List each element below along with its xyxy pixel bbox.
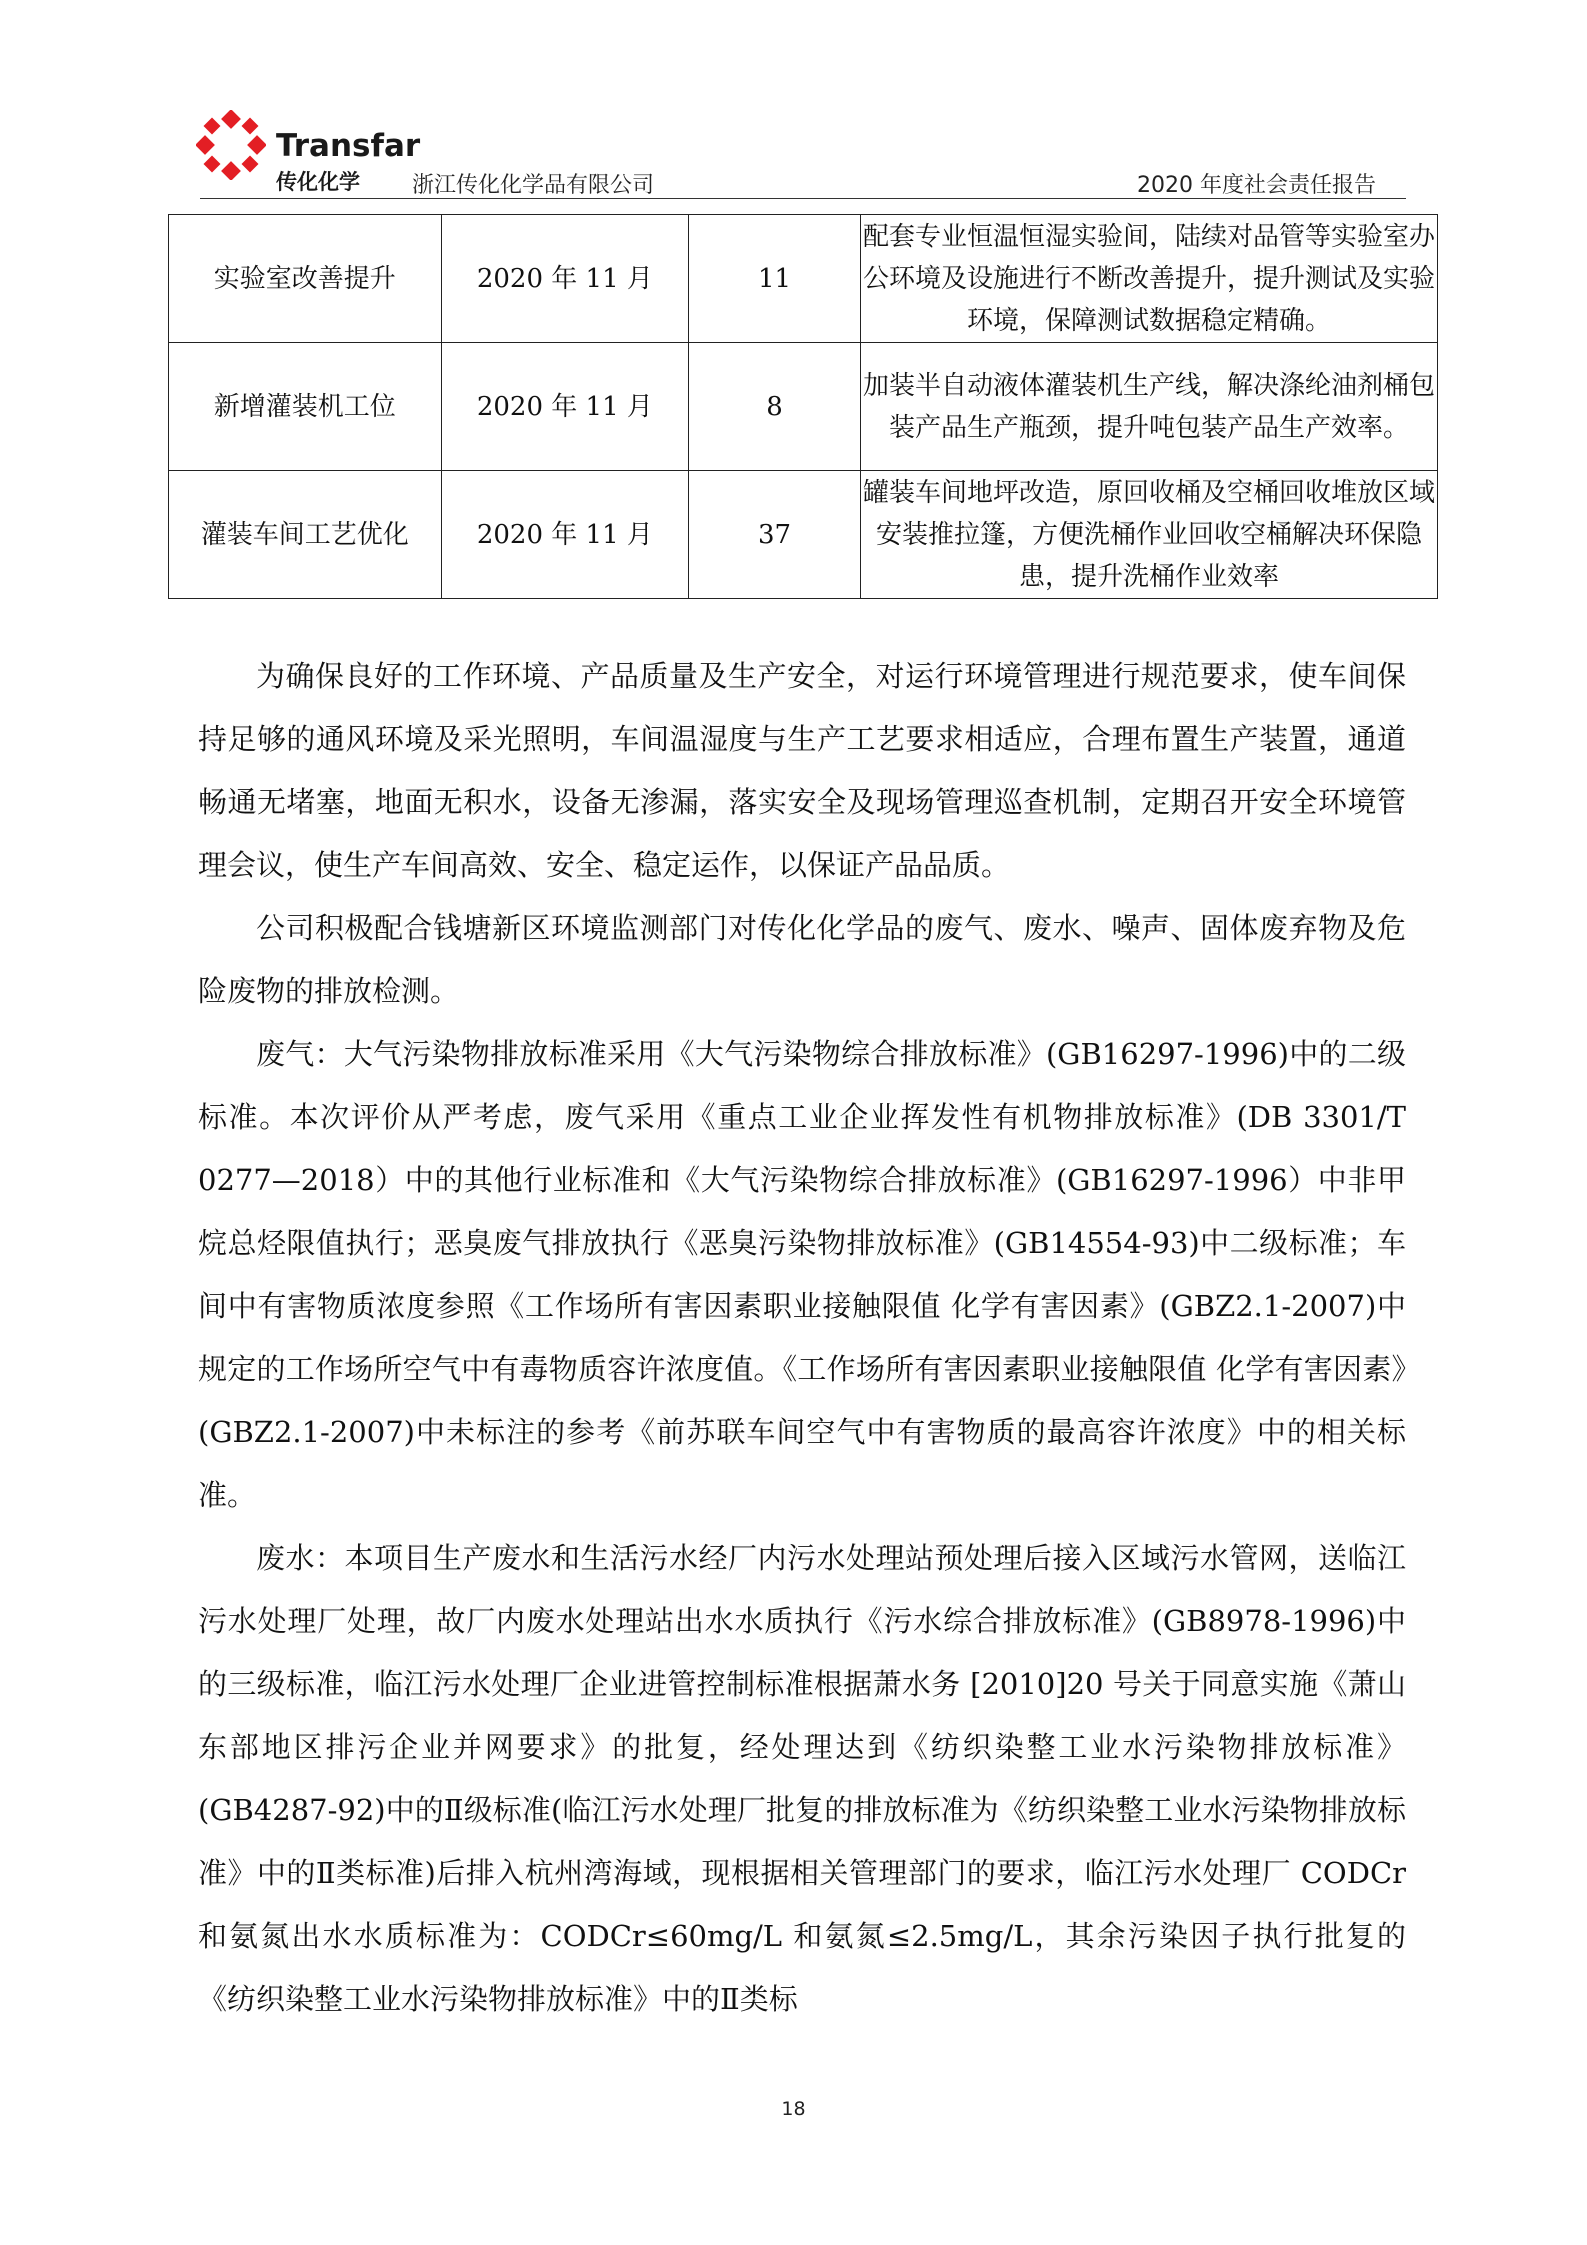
brand-name-cn: 传化化学 (276, 170, 360, 194)
transfar-logo-icon (196, 110, 266, 180)
report-title: 2020 年度社会责任报告 (1137, 173, 1376, 198)
table-row (169, 471, 1438, 599)
item-date: 2020 年 11 月 (441, 215, 689, 343)
table-row (169, 215, 1438, 343)
item-number: 8 (689, 343, 861, 471)
item-description: 配套专业恒温恒湿实验间，陆续对品管等实验室办公环境及设施进行不断改善提升，提升测试及实验环境，保障测试数据稳定精确。 (860, 215, 1437, 343)
item-name: 灌装车间工艺优化 (169, 471, 442, 599)
page-number: 18 (781, 2098, 806, 2120)
item-description: 罐装车间地坪改造，原回收桶及空桶回收堆放区域安装推拉篷，方便洗桶作业回收空桶解决环保隐患，提升洗桶作业效率 (860, 471, 1437, 599)
item-date: 2020 年 11 月 (441, 343, 689, 471)
table-row (169, 343, 1438, 471)
body-text (198, 645, 1406, 2031)
item-description: 加装半自动液体灌装机生产线，解决涤纶油剂桶包装产品生产瓶颈，提升吨包装产品生产效率。 (860, 343, 1437, 471)
paragraph-exhaust-gas: 废气：大气污染物排放标准采用《大气污染物综合排放标准》(GB16297-1996)中的二级标准。本次评价从严考虑，废气采用《重点工业企业挥发性有机物排放标准》(DB 3301/T 0277—2018）中的其他行业标准和《大气污染物综合排放标准》(GB16297-1996）中非甲烷总烃限值执行；恶臭废气排放执行《恶臭污染物排放标准》(GB14554-93)中二级标准；车间中有害物质浓度参照《工作场所有害因素职业接触限值 化学有害因素》(GBZ2.1-2007)中规定的工作场所空气中有毒物质容许浓度值。《工作场所有害因素职业接触限值 化学有害因素》(GBZ2.1-2007)中未标注的参考《前苏联车间空气中有害物质的最高容许浓度》中的相关标准。 (198, 1037, 1406, 1512)
improvement-table (168, 214, 1438, 599)
page-header (196, 110, 1406, 200)
paragraph-wastewater: 废水：本项目生产废水和生活污水经厂内污水处理站预处理后接入区域污水管网，送临江污水处理厂处理，故厂内废水处理站出水水质执行《污水综合排放标准》(GB8978-1996)中的三级标准，临江污水处理厂企业进管控制标准根据萧水务 [2010]20 号关于同意实施《萧山东部地区排污企业并网要求》的批复，经处理达到《纺织染整工业水污染物排放标准》(GB4287-92)中的Ⅱ级标准(临江污水处理厂批复的排放标准为《纺织染整工业水污染物排放标准》中的Ⅱ类标准)后排入杭州湾海域，现根据相关管理部门的要求，临江污水处理厂 CODCr 和氨氮出水水质标准为：CODCr≤60mg/L 和氨氮≤2.5mg/L，其余污染因子执行批复的《纺织染整工业水污染物排放标准》中的Ⅱ类标 (198, 1541, 1406, 2016)
item-number: 11 (689, 215, 861, 343)
item-name: 实验室改善提升 (169, 215, 442, 343)
company-name: 浙江传化化学品有限公司 (412, 173, 655, 198)
brand-name: Transfar (276, 128, 421, 164)
item-name: 新增灌装机工位 (169, 343, 442, 471)
header-divider (200, 198, 1406, 199)
paragraph-monitoring: 公司积极配合钱塘新区环境监测部门对传化化学品的废气、废水、噪声、固体废弃物及危险废物的排放检测。 (198, 911, 1406, 1008)
item-number: 37 (689, 471, 861, 599)
item-date: 2020 年 11 月 (441, 471, 689, 599)
paragraph-environment: 为确保良好的工作环境、产品质量及生产安全，对运行环境管理进行规范要求，使车间保持足够的通风环境及采光照明，车间温湿度与生产工艺要求相适应，合理布置生产装置，通道畅通无堵塞，地面无积水，设备无渗漏，落实安全及现场管理巡查机制，定期召开安全环境管理会议，使生产车间高效、安全、稳定运作，以保证产品品质。 (198, 659, 1406, 882)
